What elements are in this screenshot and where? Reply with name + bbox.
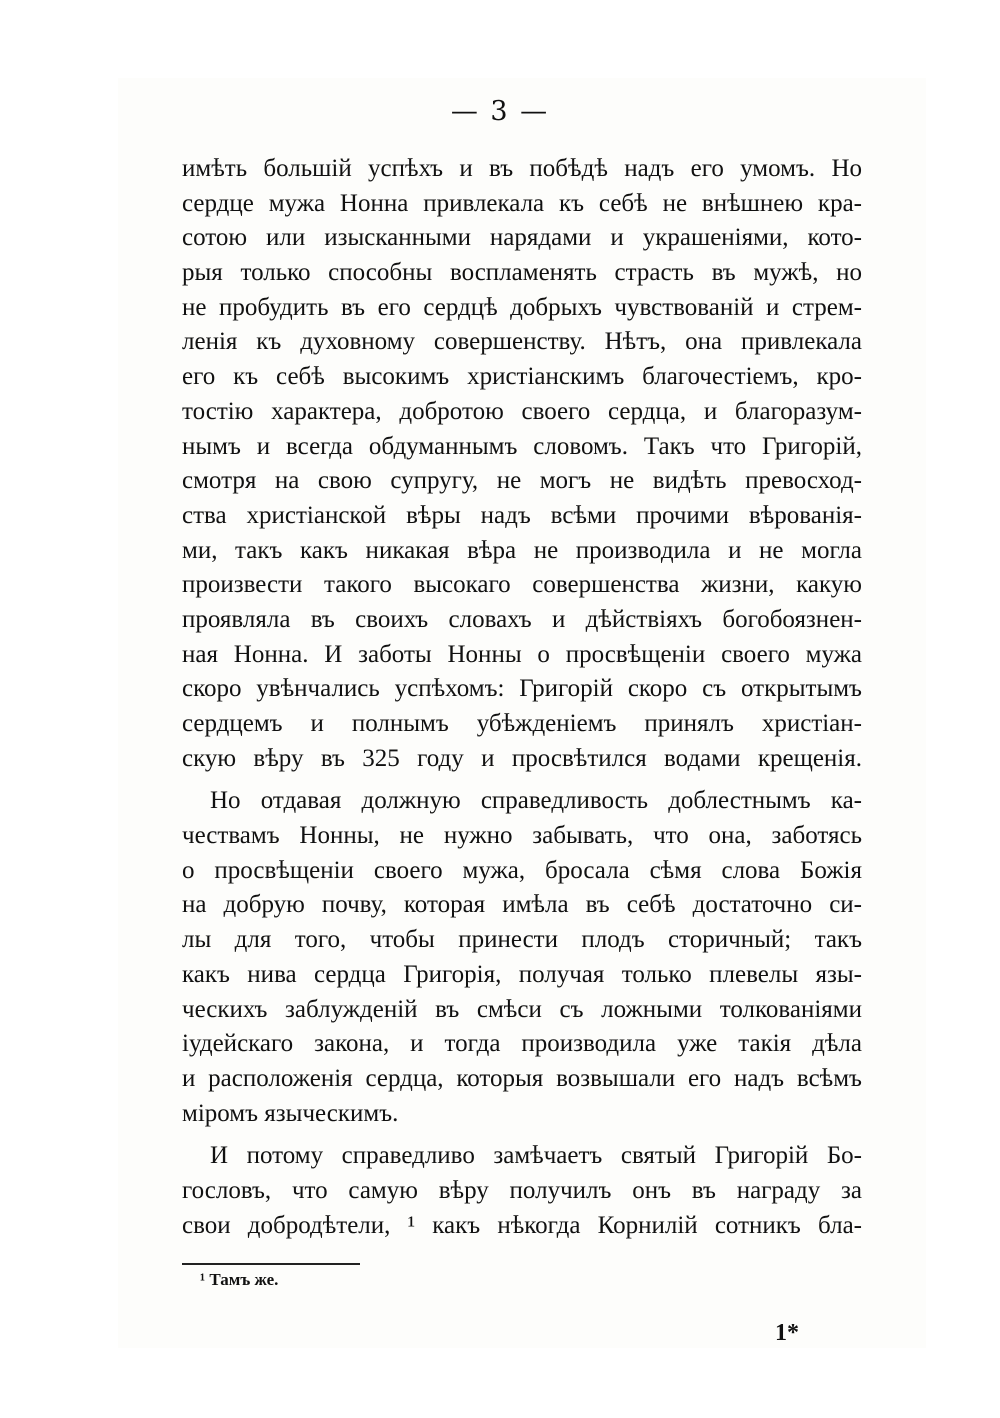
text-line: ми, такъ какъ никакая вѣра не производила и не могла (182, 536, 862, 564)
paragraph (182, 152, 862, 776)
text-line: скую вѣру въ 325 году и просвѣтился водами крещенія. (182, 744, 862, 772)
text-line: о просвѣщеніи своего мужа, бросала сѣмя слова Божія (182, 856, 862, 884)
text-line: И потому справедливо замѣчаетъ святый Григорій Бо- (210, 1142, 862, 1170)
text-line: на добрую почву, которая имѣла въ себѣ достаточно си- (182, 891, 862, 919)
text-line: іудейскаго закона, и тогда производила уже такія дѣла (182, 1030, 862, 1058)
text-line: сердцемъ и полнымъ убѣжденіемъ принялъ христіан- (182, 710, 862, 737)
text-line: Но отдавая должную справедливость доблестнымъ ка- (210, 787, 862, 815)
text-line: проявляла въ своихъ словахъ и дѣйствіяхъ богобоязнен- (182, 605, 862, 633)
text-line: и расположенія сердца, которыя возвышали его надъ всѣмъ (182, 1064, 862, 1092)
text-line: нымъ и всегда обдуманнымъ словомъ. Такъ что Григорій, (182, 432, 862, 460)
text-line: ленія къ духовному совершенству. Нѣтъ, она привлекала (182, 328, 862, 356)
text-line: тостію характера, добротою своего сердца, и благоразум- (182, 397, 862, 425)
text-line: рыя только способны воспламенять страсть въ мужѣ, но (182, 259, 862, 287)
paragraph (182, 1139, 862, 1243)
text-line: какъ нива сердца Григорія, получая только плевелы язы- (182, 960, 862, 988)
paragraph (182, 784, 862, 1131)
text-line: смотря на свою супругу, не могъ не видѣть превосход- (182, 467, 862, 495)
text-line: лы для того, чтобы принести плодъ сторичный; такъ (182, 926, 862, 954)
text-line: ная Нонна. И заботы Нонны о просвѣщеніи своего мужа (182, 640, 862, 668)
page-number: — 3 — (450, 96, 550, 127)
text-line: свои добродѣтели, ¹ какъ нѣкогда Корнилій сотникъ бла- (182, 1211, 862, 1239)
footnote: ¹ Тамъ же. (200, 1270, 279, 1289)
paragraph-gap (182, 1131, 862, 1139)
text-line: сотою или изысканными нарядами и украшеніями, кото- (182, 224, 862, 252)
printer-signature-mark: 1* (775, 1320, 799, 1346)
text-line: не пробудить въ его сердцѣ добрыхъ чувствованій и стрем- (182, 293, 862, 321)
paragraph-gap (182, 776, 862, 784)
footnote-divider (182, 1263, 360, 1265)
text-line: сердце мужа Нонна привлекала къ себѣ не внѣшнею кра- (182, 189, 862, 217)
text-line: произвести такого высокаго совершенства жизни, какую (182, 571, 862, 599)
text-line: чествамъ Нонны, не нужно забывать, что она, заботясь (182, 822, 862, 850)
text-line: его къ себѣ высокимъ христіанскимъ благочестіемъ, кро- (182, 363, 862, 391)
text-line: ческихъ заблужденій въ смѣси съ ложными толкованіями (182, 995, 862, 1023)
text-line: скоро увѣнчались успѣхомъ: Григорій скоро съ открытымъ (182, 675, 862, 703)
text-line: гословъ, что самую вѣру получилъ онъ въ награду за (182, 1176, 862, 1204)
text-line: ства христіанской вѣры надъ всѣми прочими вѣрованія- (182, 501, 862, 529)
body-text (182, 152, 862, 1243)
text-line: имѣть большій успѣхъ и въ побѣдѣ надъ его умомъ. Но (182, 155, 862, 182)
text-line: міромъ языческимъ. (182, 1099, 399, 1127)
